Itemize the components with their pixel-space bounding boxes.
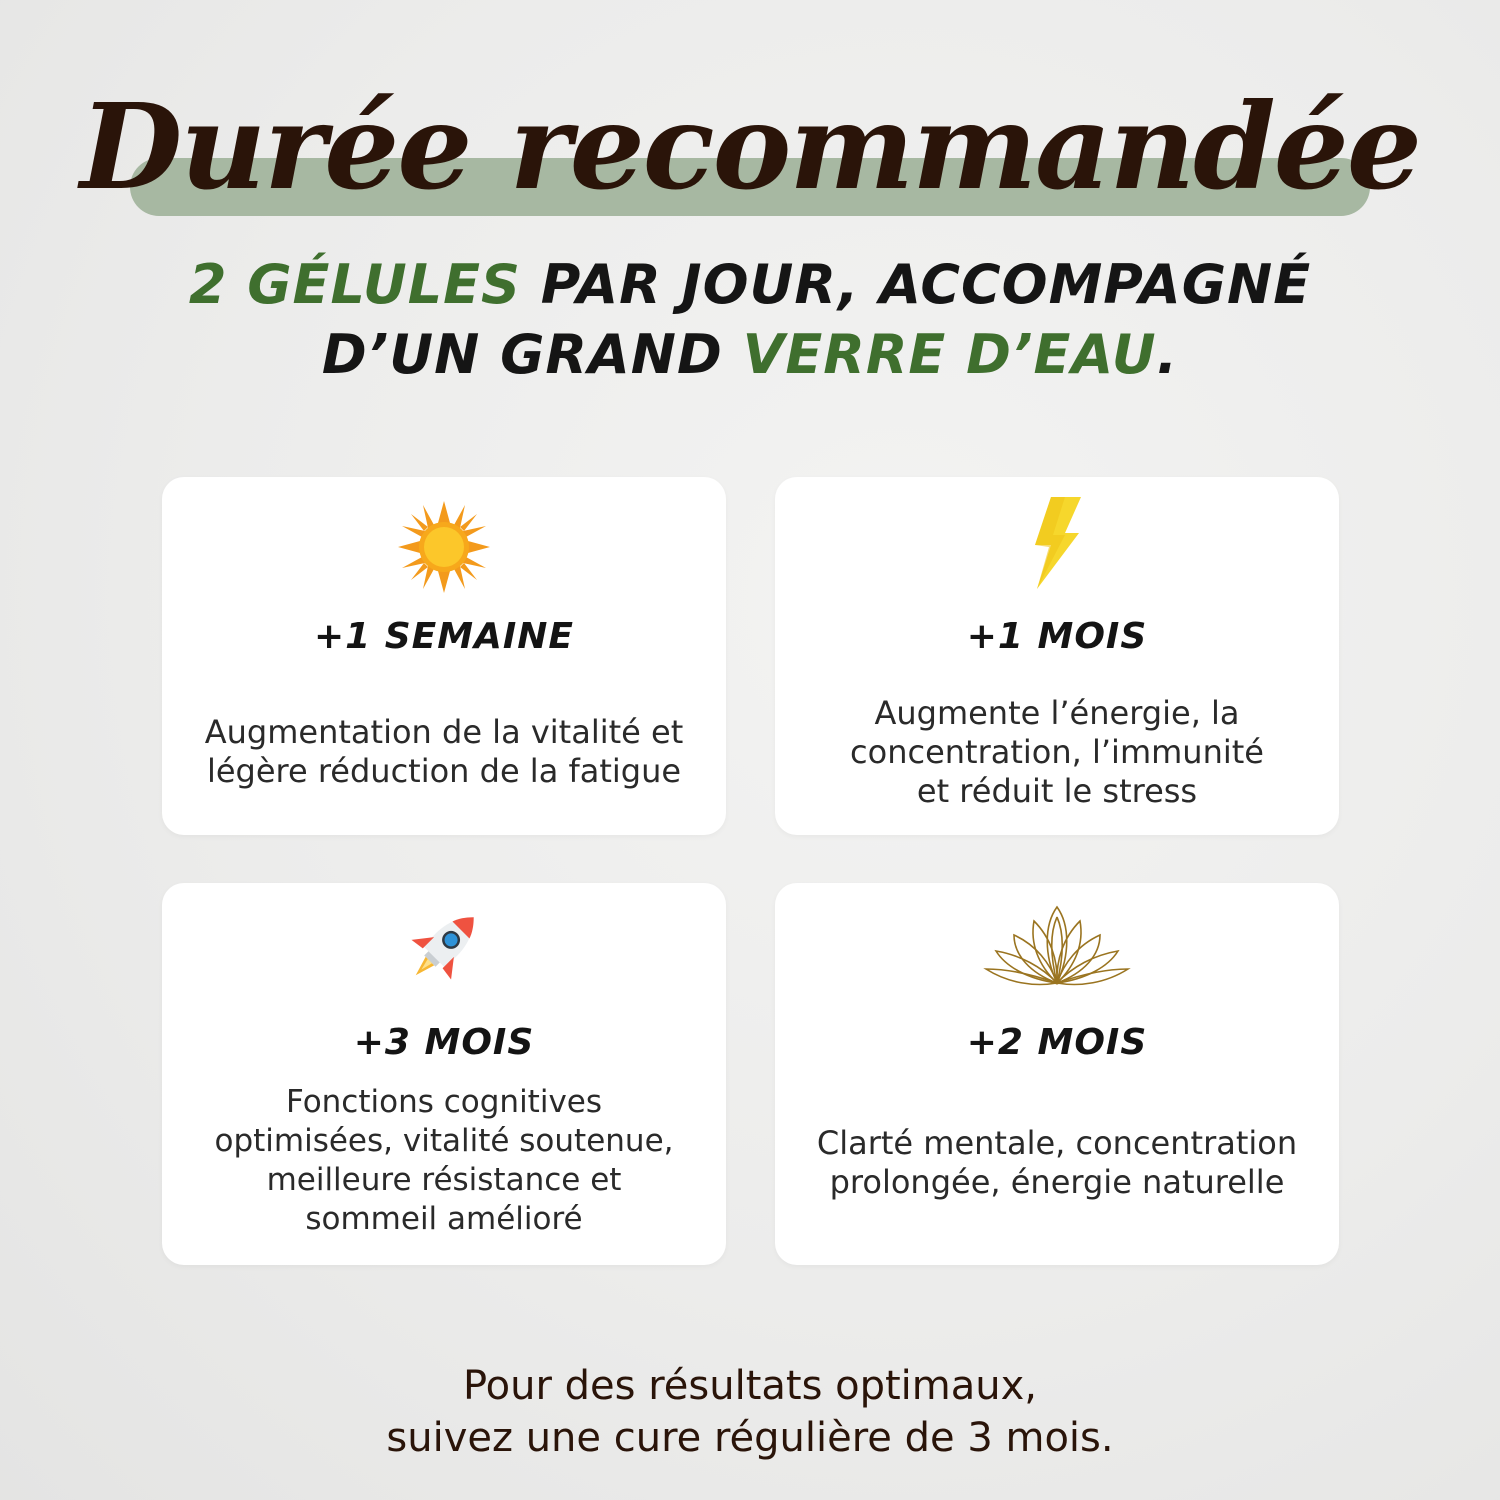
card-description: Clarté mentale, concentration prolongée, énergie naturelle [816,1124,1298,1201]
lightning-icon [1029,495,1085,595]
card-heading: +2 MOIS [966,1022,1148,1063]
dosage-instructions [0,250,1500,390]
page-title: Durée recommandée [80,77,1420,216]
dosage-line-1 [0,250,1500,320]
dosage-capsules: 2 GÉLULES [188,253,521,316]
dosage-water: VERRE D’EAU [742,323,1157,386]
card-description: Fonctions cognitives optimisées, vitalité soutenue, meilleure résistance et sommeil amélioré [214,1084,674,1237]
benefit-card-3-months [162,883,726,1265]
benefit-card-2-months [775,883,1339,1265]
card-description: Augmente l’énergie, la concentration, l’immunité et réduit le stress [850,694,1264,810]
card-description: Augmentation de la vitalité et légère réduction de la fatigue [204,713,684,790]
card-heading: +1 SEMAINE [313,616,575,657]
recommendation-footer: Pour des résultats optimaux, suivez une cure régulière de 3 mois. [386,1363,1114,1461]
card-heading: +1 MOIS [966,616,1148,657]
dosage-line-2-end: . [1156,323,1179,386]
dosage-line-1-text: PAR JOUR, ACCOMPAGNÉ [520,253,1312,316]
card-heading: +3 MOIS [353,1022,535,1063]
benefit-card-1-week [162,477,726,835]
benefit-card-1-month [775,477,1339,835]
title-section [0,0,1500,230]
lotus-icon [982,903,1132,995]
sun-icon [396,499,492,599]
dosage-line-2-text: D’UN GRAND [321,323,743,386]
rocket-icon [398,903,490,995]
dosage-line-2 [0,320,1500,390]
